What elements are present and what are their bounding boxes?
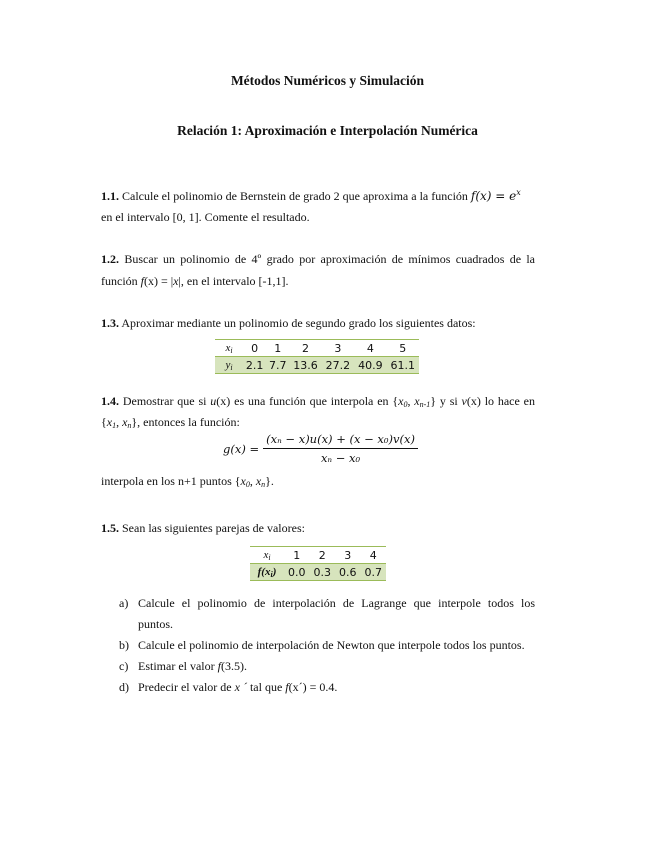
table-cell: 61.1 <box>387 357 419 374</box>
header-sub: i <box>270 569 273 579</box>
item-text: Calcule el polinomio de interpolación de Newton que interpole todos los puntos. <box>138 638 525 652</box>
text: = 0.4. <box>306 680 338 694</box>
formula-text: f(x) = e <box>470 189 517 203</box>
table-cell: 1 <box>284 547 310 564</box>
formula-numerator: (xₙ − x)u(x) + (x − x₀)v(x) <box>263 432 418 449</box>
header-sub: i <box>230 362 233 372</box>
exercise-1-1-line-2: en el intervalo [0, 1]. Comente el resultado. <box>101 210 310 224</box>
exercise-text: Aproximar mediante un polinomio de segundo grado los siguientes datos: <box>121 316 476 330</box>
text: } y si <box>430 394 458 408</box>
function-u: u <box>210 394 217 408</box>
var: x <box>122 415 128 429</box>
table-cell: 40.9 <box>354 357 386 374</box>
exercise-text: Buscar un polinomio de 4º grado por aproximación de mínimos cuadrados de la <box>124 252 535 266</box>
exercise-1-2-line-1 <box>101 252 535 267</box>
interpolation-formula <box>223 432 418 465</box>
sub: n <box>261 480 266 489</box>
text: Estimar el valor <box>138 659 218 673</box>
exercise-number: 1.1. <box>101 189 119 203</box>
table-cell: 7.7 <box>266 357 289 374</box>
text: }. <box>265 474 274 488</box>
header-label: x <box>225 341 231 354</box>
text: Demostrar que si <box>122 394 207 408</box>
sub: n-1 <box>419 400 431 409</box>
exercise-1-5-line-1 <box>101 521 535 536</box>
header-label: x <box>263 548 269 561</box>
table-cell: 27.2 <box>322 357 354 374</box>
text: (x) lo hace en <box>466 394 535 408</box>
var: x <box>240 474 246 488</box>
function-arg: (x) <box>144 274 158 288</box>
var: x <box>414 394 420 408</box>
document-title: Métodos Numéricos y Simulación <box>230 73 425 88</box>
exercise-1-4-line-3 <box>101 474 535 489</box>
text: interpola en los n+1 puntos { <box>101 474 241 488</box>
function-arg: (x´) <box>288 680 307 694</box>
function-v: v <box>461 394 467 408</box>
exercise-text: Sean las siguientes parejas de valores: <box>122 521 305 535</box>
header-sub: i <box>268 552 271 562</box>
table-cell: 2.1 <box>243 357 266 374</box>
exercise-1-1-line-1 <box>101 188 535 204</box>
table-cell: 0.6 <box>335 564 361 581</box>
table-row <box>215 357 419 374</box>
table-cell: 2 <box>310 547 336 564</box>
item-text: Calcule el polinomio de interpolación de Lagrange que interpole todos los <box>138 596 535 610</box>
row-header <box>250 547 284 564</box>
row-header <box>250 564 284 581</box>
exponential-formula <box>471 189 521 203</box>
sub: n <box>127 421 132 430</box>
header-label: y <box>225 358 231 371</box>
formula-lhs: g(x) = <box>223 441 260 456</box>
document-subtitle: Relación 1: Aproximación e Interpolación Numérica <box>177 123 478 138</box>
table-cell: 0.7 <box>361 564 387 581</box>
row-header <box>215 357 243 374</box>
text: }, entonces la función: <box>131 415 240 429</box>
header-sub: i <box>230 345 233 355</box>
text: (3.5). <box>220 659 247 673</box>
data-table-1-5 <box>250 546 386 581</box>
function-f: f <box>217 659 221 673</box>
exercise-1-2-line-2 <box>101 274 535 289</box>
table-cell: 3 <box>322 340 354 357</box>
item-label: c) <box>119 659 129 673</box>
table-cell: 1 <box>266 340 289 357</box>
table-row <box>250 547 386 564</box>
exercise-number: 1.5. <box>101 521 119 535</box>
data-table-1-3 <box>215 339 419 374</box>
equals: = | <box>158 274 174 288</box>
item-label: b) <box>119 638 129 652</box>
exercise-number: 1.3. <box>101 316 119 330</box>
sub: 0 <box>403 400 408 409</box>
comma: , <box>249 474 256 488</box>
table-row <box>215 340 419 357</box>
item-label: d) <box>119 680 129 694</box>
exercise-1-4-line-2 <box>101 415 535 430</box>
var: x <box>255 474 262 488</box>
formula-denominator: xₙ − x₀ <box>320 451 361 465</box>
table-cell: 5 <box>387 340 419 357</box>
var: x <box>106 415 113 429</box>
text: { <box>101 415 107 429</box>
item-text <box>138 680 337 695</box>
variable-x: x <box>173 274 179 288</box>
exercise-number: 1.4. <box>101 394 119 408</box>
text: Predecir el valor de <box>138 680 235 694</box>
exercise-number: 1.2. <box>101 252 119 266</box>
table-row <box>250 564 386 581</box>
formula-exponent: x <box>516 188 521 197</box>
table-cell: 3 <box>335 547 361 564</box>
function-f: f <box>140 274 144 288</box>
exercise-1-4-line-1 <box>101 394 535 409</box>
sub: 0 <box>245 480 250 489</box>
formula-fraction <box>263 432 418 465</box>
item-text: puntos. <box>138 617 174 631</box>
row-header <box>215 340 243 357</box>
function-f: f <box>285 680 289 694</box>
table-cell: 0.3 <box>310 564 336 581</box>
table-cell: 0.0 <box>284 564 310 581</box>
sub: 1 <box>112 421 117 430</box>
comma: , <box>116 415 123 429</box>
exercise-text: Calcule el polinomio de Bernstein de grado 2 que aproxima a la función <box>122 189 468 203</box>
item-text <box>138 659 247 674</box>
text: tal que <box>246 680 286 694</box>
var: x ´ <box>234 680 247 694</box>
table-cell: 4 <box>361 547 387 564</box>
exercise-1-3-line-1 <box>101 316 535 331</box>
table-cell: 2 <box>289 340 321 357</box>
item-label: a) <box>119 596 129 610</box>
var: x <box>398 394 404 408</box>
table-cell: 13.6 <box>289 357 321 374</box>
header-close: ) <box>272 565 277 578</box>
table-cell: 0 <box>243 340 266 357</box>
text: función <box>101 274 138 288</box>
text: |, en el intervalo [-1,1]. <box>178 274 289 288</box>
header-label: f(x <box>257 565 271 578</box>
table-cell: 4 <box>354 340 386 357</box>
text: (x) es una función que interpola en { <box>216 394 399 408</box>
comma: , <box>407 394 415 408</box>
